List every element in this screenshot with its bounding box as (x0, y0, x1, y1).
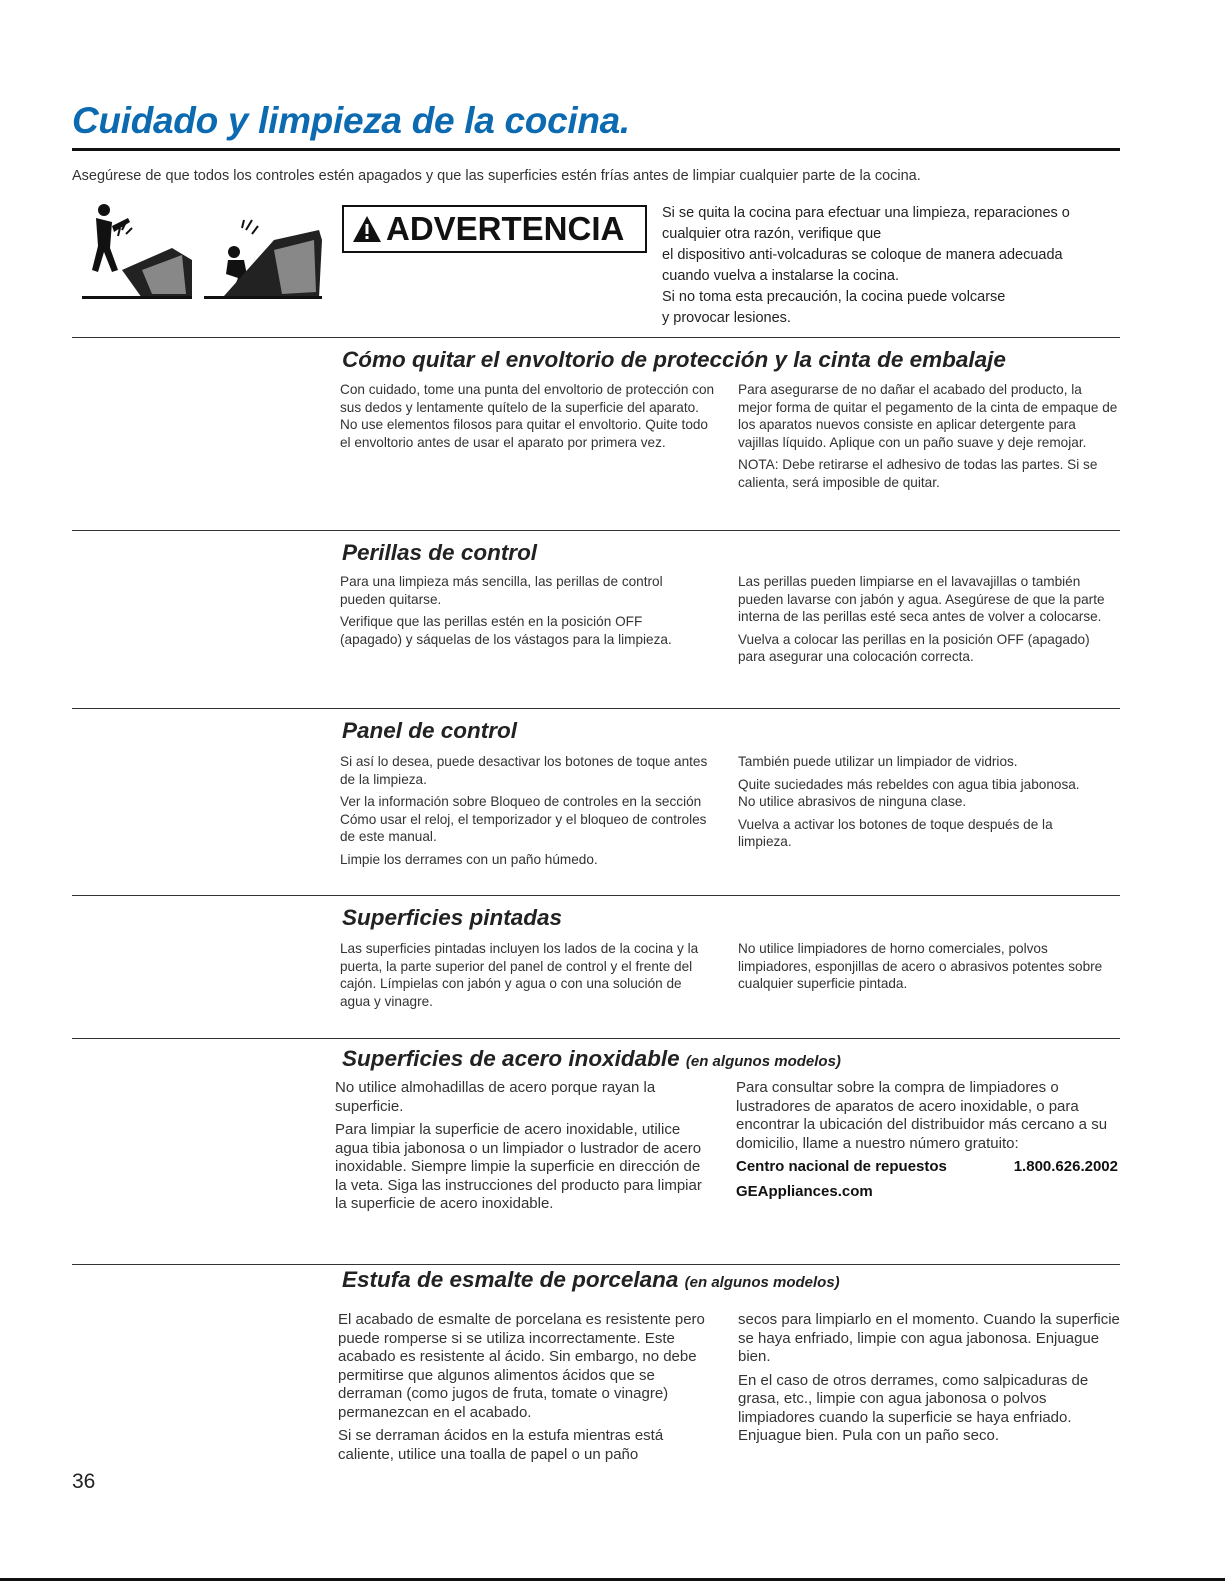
section-painted-surfaces-right: No utilice limpiadores de horno comerciales, polvos limpiadores, esponjillas de acero o abrasivos potentes sobre cualquier superficie pintada. (738, 941, 1103, 991)
section-title-control-panel: Panel de control (342, 718, 518, 743)
section-divider (72, 337, 1120, 338)
section-porcelain-enamel-left: El acabado de esmalte de porcelana es resistente pero puede romperse si se utiliza incorrectamente. Este acabado es resistente al ácido. Sin embargo, no debe permitirse que algunos alimentos ácidos que se derraman (como jugos de fruta, tomate o vinagre) permanezcan en el acabado. Si se derraman ácidos en la estufa mientras está caliente, utilice una toalla de papel o un paño (338, 1311, 705, 1463)
warning-line: cuando vuelva a instalarse la cocina. (662, 268, 899, 284)
warning-line: Si no toma esta precaución, la cocina puede volcarse (662, 289, 1006, 305)
section-painted-surfaces-left: Las superficies pintadas incluyen los lados de la cocina y la puerta, la parte superior del panel de control y el frente del cajón. Límpielas con jabón y agua o con una solución de agua y vinagre. (340, 941, 699, 1009)
section-protective-wrap-right: Para asegurarse de no dañar el acabado del producto, la mejor forma de quitar el pegamento de la cinta de empaque de los aparatos nuevos consiste en aplicar detergente para vajillas líquido. Aplique con un paño suave y deje remojar. NOTA: Debe retirarse el adhesivo de todas las partes. Si se calienta, será imposible de quitar. (738, 382, 1118, 490)
tip-over-scene-right-icon (204, 220, 322, 299)
tip-over-illustration (82, 200, 322, 300)
warning-line: Si se quita la cocina para efectuar una limpieza, reparaciones o (662, 205, 1070, 221)
section-divider (72, 708, 1120, 709)
warning-line: cualquier otra razón, verifique que (662, 226, 882, 242)
section-title-protective-wrap: Cómo quitar el envoltorio de protección y la cinta de embalaje (342, 347, 1006, 372)
warning-line: y provocar lesiones. (662, 310, 791, 326)
section-porcelain-enamel-right: secos para limpiarlo en el momento. Cuando la superficie se haya enfriado, limpie con agua jabonosa. Enjuague bien. En el caso de otros derrames, como salpicaduras de grasa, etc., limpie con agua jabonosa o polvos limpiadores cuando la superficie se haya enfriado. Enjuague bien. Pula con un paño seco. (738, 1311, 1120, 1444)
intro-text: Asegúrese de que todos los controles estén apagados y que las superficies estén frías antes de limpiar cualquier parte de la cocina. (72, 168, 921, 184)
section-title-painted-surfaces: Superficies pintadas (342, 905, 563, 930)
section-divider (72, 530, 1120, 531)
warning-triangle-icon (352, 215, 382, 243)
section-control-panel-right: También puede utilizar un limpiador de vidrios. Quite suciedades más rebeldes con agua tibia jabonosa. No utilice abrasivos de ninguna clase. Vuelva a activar los botones de toque después de la limpieza. (738, 754, 1080, 849)
section-title-stainless-steel: Superficies de acero inoxidable (en algunos modelos) (342, 1046, 841, 1071)
section-control-knobs-left: Para una limpieza más sencilla, las perillas de control pueden quitarse. Verifique que las perillas estén en la posición OFF (apagado) y sáquelas de los vástagos para la limpieza. (340, 574, 672, 647)
page-title: Cuidado y limpieza de la cocina. (72, 100, 630, 141)
section-title-control-knobs: Perillas de control (342, 540, 538, 565)
tip-over-scene-left-icon (82, 204, 192, 299)
section-stainless-steel-left: No utilice almohadillas de acero porque rayan la superficie. Para limpiar la superficie de acero inoxidable, utilice agua tibia jabonosa o un limpiador o lustrador de acero inoxidable. Siempre limpie la superficie en dirección de la veta. Siga las instrucciones del producto para limpiar la superficie de acero inoxidable. (335, 1079, 702, 1212)
section-divider (72, 1038, 1120, 1039)
page-number: 36 (72, 1470, 96, 1493)
section-title-porcelain-enamel: Estufa de esmalte de porcelana (en algunos modelos) (342, 1267, 840, 1292)
bottom-edge-rule (0, 1578, 1225, 1581)
website-link[interactable]: GEAppliances.com (736, 1182, 873, 1200)
parts-center-contact (736, 1158, 1118, 1177)
title-rule (72, 148, 1120, 151)
warning-label-box (342, 205, 647, 253)
parts-center-phone: 1.800.626.2002 (1013, 1158, 1118, 1175)
warning-line: el dispositivo anti-volcaduras se coloque de manera adecuada (662, 247, 1063, 263)
section-stainless-steel-right: Para consultar sobre la compra de limpiadores o lustradores de aparatos de acero inoxidable, o para encontrar la ubicación del distribuidor más cercano a su domicilio, llame a nuestro número gratuito: Centro nacional de repuestos 1.800.626.2002 GEAppliances.com (736, 1079, 1118, 1200)
section-protective-wrap-left: Con cuidado, tome una punta del envoltorio de protección con sus dedos y lentamente quítelo de la superficie del aparato. No use elementos filosos para quitar el envoltorio. Quite todo el envoltorio antes de usar el aparato por primera vez. (340, 382, 715, 450)
section-divider (72, 895, 1120, 896)
parts-center-name: Centro nacional de repuestos (736, 1158, 947, 1175)
warning-label: ADVERTENCIA (386, 210, 625, 247)
section-control-panel-left: Si así lo desea, puede desactivar los botones de toque antes de la limpieza. Ver la información sobre Bloqueo de controles en la sección Cómo usar el reloj, el temporizador y el bloqueo de controles de este manual. Limpie los derrames con un paño húmedo. (340, 754, 708, 867)
section-divider (72, 1264, 1120, 1265)
warning-text (662, 203, 1122, 329)
section-control-knobs-right: Las perillas pueden limpiarse en el lavavajillas o también pueden lavarse con jabón y agua. Asegúrese de que la parte interna de las perillas esté seca antes de volver a colocarse. Vuelva a colocar las perillas en la posición OFF (apagado) para asegurar una colocación correcta. (738, 574, 1105, 664)
